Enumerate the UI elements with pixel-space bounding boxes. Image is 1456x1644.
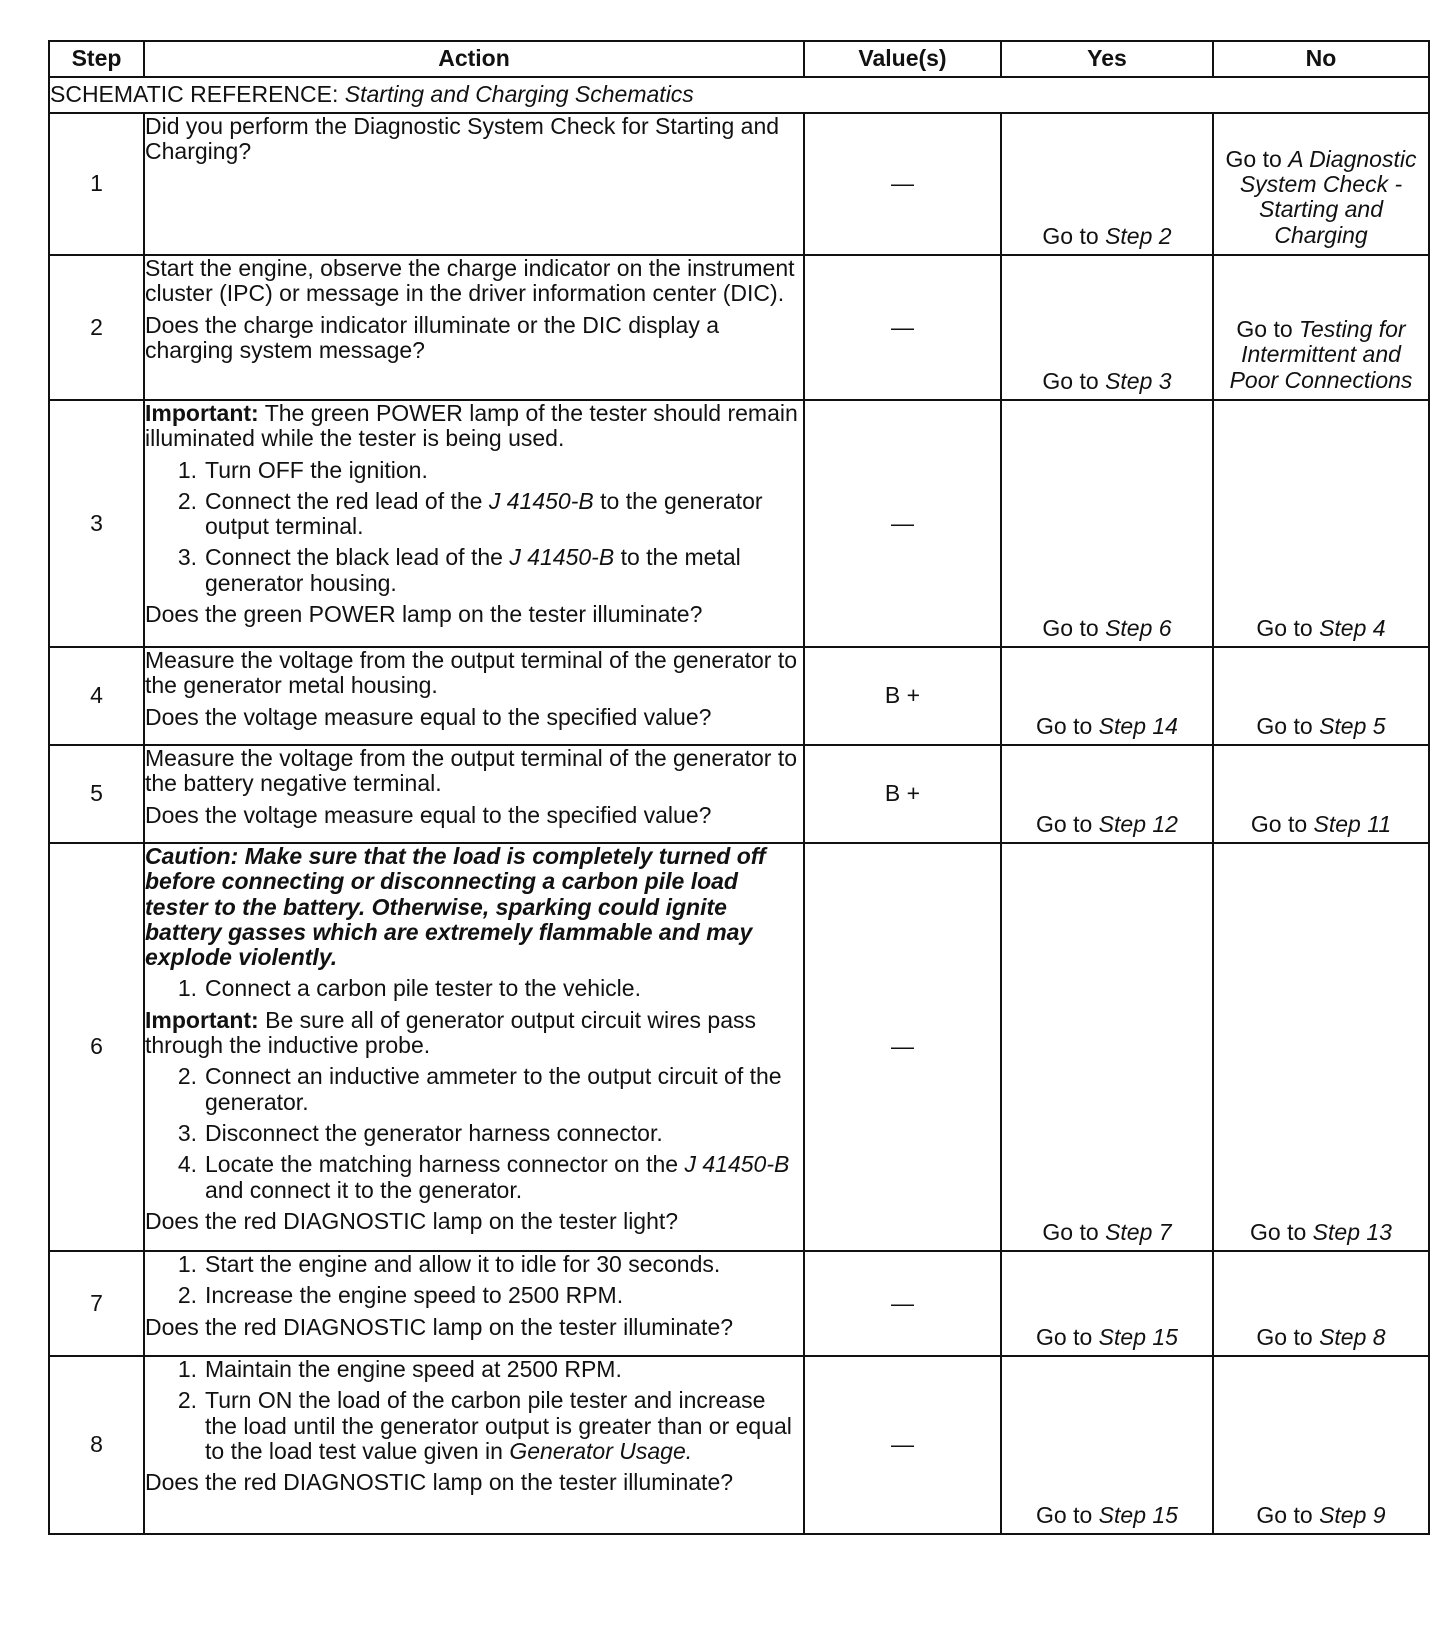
goto-label: Go to — [1250, 810, 1308, 837]
action-cell — [144, 113, 804, 255]
no-cell — [1213, 745, 1429, 843]
goto-step: Step 7 — [1105, 1218, 1172, 1245]
step-number: 5 — [49, 745, 144, 843]
yes-cell — [1001, 647, 1213, 745]
important-note — [145, 1008, 803, 1059]
no-goto[interactable] — [1214, 1220, 1428, 1245]
goto-label: Go to — [1042, 367, 1099, 394]
yes-cell — [1001, 400, 1213, 647]
item-number: 1. — [177, 456, 197, 483]
goto-step: Step 6 — [1105, 614, 1172, 641]
header-no: No — [1213, 41, 1429, 77]
header-row — [49, 41, 1429, 77]
value-cell: — — [804, 1251, 1001, 1356]
value-cell: B + — [804, 647, 1001, 745]
yes-goto[interactable] — [1002, 369, 1212, 394]
diagnostic-table — [48, 40, 1430, 1535]
item-text-a: Connect the black lead of the — [205, 544, 503, 571]
list-item — [145, 1064, 803, 1115]
goto-label: Go to — [1256, 712, 1313, 739]
goto-label: Go to — [1236, 316, 1293, 343]
important-label: Important: — [145, 1006, 259, 1033]
goto-step: Step 12 — [1098, 810, 1178, 837]
yes-goto[interactable] — [1002, 1325, 1212, 1350]
no-goto[interactable] — [1214, 812, 1428, 837]
no-cell — [1213, 1251, 1429, 1356]
doc-ref: Generator Usage. — [509, 1437, 693, 1464]
goto-ref: A Diagnostic System Check - Starting and Charging — [1239, 145, 1417, 248]
item-number: 2. — [177, 1387, 197, 1414]
goto-ref: Testing for Intermittent and Poor Connections — [1229, 316, 1413, 393]
goto-label: Go to — [1036, 1501, 1093, 1528]
question: Does the red DIAGNOSTIC lamp on the tester illuminate? — [145, 1469, 734, 1496]
tool-ref: J 41450-B — [509, 544, 615, 571]
item-text-a: Connect the red lead of the — [205, 487, 483, 514]
item-text — [205, 545, 803, 596]
question: Does the green POWER lamp on the tester illuminate? — [145, 601, 703, 628]
list-item — [145, 1252, 803, 1277]
goto-label: Go to — [1042, 222, 1099, 249]
question: Does the voltage measure equal to the specified value? — [145, 801, 712, 828]
item-number: 3. — [177, 1119, 197, 1146]
table-row — [49, 400, 1429, 647]
yes-cell — [1001, 1356, 1213, 1534]
no-goto[interactable] — [1214, 616, 1428, 641]
no-cell — [1213, 1356, 1429, 1534]
header-action: Action — [144, 41, 804, 77]
goto-label: Go to — [1225, 145, 1282, 172]
goto-step: Step 11 — [1313, 810, 1392, 837]
question: Did you perform the Diagnostic System Check for Starting and Charging? — [145, 113, 780, 165]
no-cell — [1213, 843, 1429, 1251]
goto-label: Go to — [1036, 1323, 1093, 1350]
item-text — [205, 1388, 803, 1464]
goto-step: Step 9 — [1319, 1501, 1386, 1528]
yes-goto[interactable] — [1002, 1220, 1212, 1245]
item-text-b: and connect it to the generator. — [205, 1176, 523, 1203]
goto-step: Step 15 — [1098, 1501, 1178, 1528]
item-text-b: to the generator output terminal. — [205, 487, 763, 540]
item-text-b: to the metal generator housing. — [205, 544, 741, 596]
step-number: 8 — [49, 1356, 144, 1534]
no-cell — [1213, 400, 1429, 647]
yes-cell — [1001, 1251, 1213, 1356]
item-text: Maintain the engine speed at 2500 RPM. — [205, 1356, 622, 1382]
no-cell — [1213, 647, 1429, 745]
step-number: 6 — [49, 843, 144, 1251]
goto-label: Go to — [1256, 1501, 1313, 1528]
action-cell — [144, 843, 804, 1251]
value-cell: — — [804, 400, 1001, 647]
goto-step: Step 14 — [1098, 712, 1178, 739]
table-row — [49, 1356, 1429, 1534]
no-cell[interactable] — [1213, 255, 1429, 400]
step-number: 7 — [49, 1251, 144, 1356]
table-row — [49, 647, 1429, 745]
action-cell — [144, 745, 804, 843]
no-goto[interactable] — [1214, 1503, 1428, 1528]
caution-note: Caution: Make sure that the load is completely turned off before connecting or disconnecting a carbon pile load tester to the battery. Otherwise, sparking could ignite battery gasses which are extremely flammable and may explode violently. — [145, 843, 766, 971]
list-item — [145, 1283, 803, 1308]
goto-label: Go to — [1042, 1218, 1099, 1245]
question: Does the red DIAGNOSTIC lamp on the tester light? — [145, 1207, 679, 1234]
goto-step: Step 5 — [1319, 712, 1386, 739]
list-item — [145, 458, 803, 483]
item-text: Start the engine and allow it to idle for 30 seconds. — [205, 1251, 721, 1277]
goto-label: Go to — [1036, 712, 1093, 739]
header-values: Value(s) — [804, 41, 1001, 77]
list-item — [145, 976, 803, 1001]
item-number: 3. — [177, 544, 197, 571]
action-cell — [144, 400, 804, 647]
schematic-reference — [49, 77, 1429, 113]
yes-goto[interactable] — [1002, 616, 1212, 641]
instruction: Measure the voltage from the output terminal of the generator to the generator metal housing. — [145, 647, 798, 699]
item-number: 1. — [177, 1251, 197, 1277]
yes-cell — [1001, 843, 1213, 1251]
goto-step: Step 4 — [1319, 614, 1386, 641]
value-cell: — — [804, 1356, 1001, 1534]
action-cell — [144, 647, 804, 745]
goto-label: Go to — [1036, 810, 1093, 837]
question: Does the voltage measure equal to the specified value? — [145, 703, 712, 730]
yes-cell — [1001, 255, 1213, 400]
item-text — [205, 1152, 803, 1203]
goto-step: Step 8 — [1319, 1323, 1386, 1350]
step-number: 3 — [49, 400, 144, 647]
list-item — [145, 1357, 803, 1382]
goto-step: Step 13 — [1312, 1218, 1392, 1245]
header-yes: Yes — [1001, 41, 1213, 77]
tool-ref: J 41450-B — [488, 487, 594, 514]
goto-step: Step 3 — [1105, 367, 1172, 394]
item-text-a: Turn ON the load of the carbon pile tester and increase the load until the generator output is greater than or equal to the load test value given in — [205, 1387, 792, 1464]
important-text: Be sure all of generator output circuit wires pass through the inductive probe. — [145, 1006, 757, 1059]
step-number: 4 — [49, 647, 144, 745]
list-item — [145, 1152, 803, 1203]
value-cell: — — [804, 255, 1001, 400]
item-number: 1. — [177, 975, 197, 1002]
no-cell[interactable] — [1213, 113, 1429, 255]
item-text-a: Locate the matching harness connector on the — [205, 1151, 679, 1178]
yes-goto[interactable] — [1002, 714, 1212, 739]
instruction: Start the engine, observe the charge indicator on the instrument cluster (IPC) or message in the driver information center (DIC). — [145, 255, 795, 307]
step-number: 1 — [49, 113, 144, 255]
item-number: 1. — [177, 1356, 197, 1382]
goto-step: Step 15 — [1098, 1323, 1178, 1350]
goto-step: Step 2 — [1105, 222, 1172, 249]
schematic-link[interactable]: Starting and Charging Schematics — [344, 81, 694, 108]
instruction: Measure the voltage from the output terminal of the generator to the battery negative terminal. — [145, 745, 798, 797]
table-row — [49, 1251, 1429, 1356]
action-cell — [144, 1356, 804, 1534]
yes-goto[interactable] — [1002, 812, 1212, 837]
yes-goto[interactable] — [1002, 1503, 1212, 1528]
item-text: Disconnect the generator harness connector. — [205, 1119, 663, 1146]
table-row — [49, 255, 1429, 400]
question: Does the red DIAGNOSTIC lamp on the tester illuminate? — [145, 1313, 734, 1340]
yes-cell — [1001, 745, 1213, 843]
important-text: The green POWER lamp of the tester should remain illuminated while the tester is being used. — [145, 400, 798, 452]
goto-label: Go to — [1042, 614, 1099, 641]
goto-label: Go to — [1250, 1218, 1307, 1245]
item-text: Increase the engine speed to 2500 RPM. — [205, 1282, 624, 1309]
table-row — [49, 745, 1429, 843]
table-row — [49, 843, 1429, 1251]
value-cell: B + — [804, 745, 1001, 843]
question: Does the charge indicator illuminate or the DIC display a charging system message? — [145, 311, 720, 363]
list-item — [145, 489, 803, 540]
item-number: 4. — [177, 1151, 197, 1178]
schematic-label: SCHEMATIC REFERENCE: — [50, 81, 339, 108]
action-cell — [144, 255, 804, 400]
item-number: 2. — [177, 487, 197, 514]
value-cell: — — [804, 843, 1001, 1251]
item-text: Turn OFF the ignition. — [205, 456, 428, 483]
yes-cell — [1001, 113, 1213, 255]
table-row — [49, 113, 1429, 255]
schematic-row — [49, 77, 1429, 113]
goto-label: Go to — [1256, 614, 1313, 641]
action-cell — [144, 1251, 804, 1356]
list-item — [145, 545, 803, 596]
step-number: 2 — [49, 255, 144, 400]
no-goto[interactable] — [1214, 1325, 1428, 1350]
header-step: Step — [49, 41, 144, 77]
item-text: Connect a carbon pile tester to the vehicle. — [205, 975, 641, 1002]
list-item — [145, 1388, 803, 1464]
item-text — [205, 489, 803, 540]
value-cell: — — [804, 113, 1001, 255]
tool-ref: J 41450-B — [684, 1151, 790, 1178]
important-note — [145, 401, 803, 452]
goto-label: Go to — [1256, 1323, 1313, 1350]
item-number: 2. — [177, 1063, 197, 1090]
no-goto[interactable] — [1214, 714, 1428, 739]
item-number: 2. — [177, 1282, 197, 1309]
item-text: Connect an inductive ammeter to the output circuit of the generator. — [205, 1063, 782, 1115]
yes-goto[interactable] — [1002, 224, 1212, 249]
important-label: Important: — [145, 400, 259, 426]
list-item — [145, 1121, 803, 1146]
